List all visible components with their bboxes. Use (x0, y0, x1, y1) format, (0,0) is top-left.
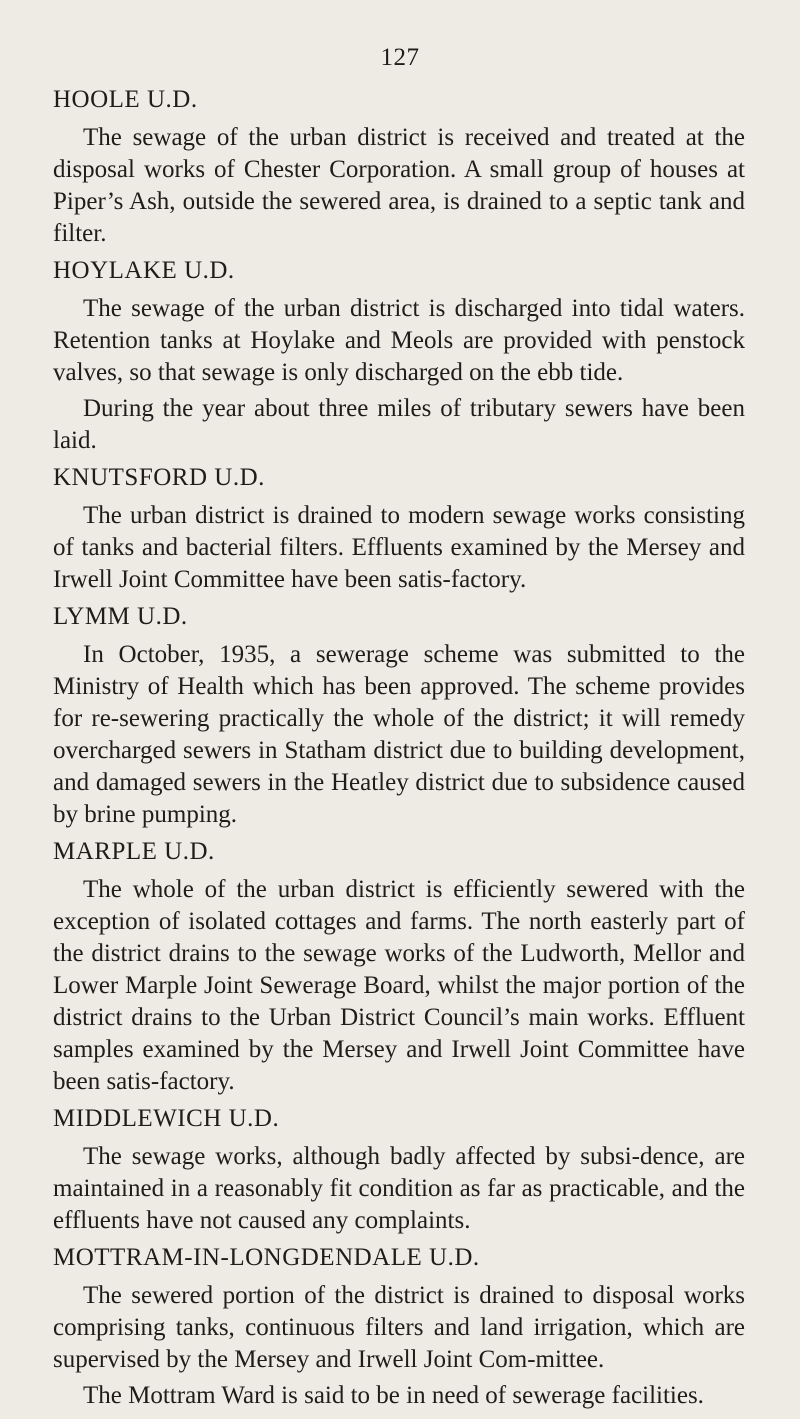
section (53, 461, 745, 596)
section-heading: LYMM U.D. (53, 603, 188, 630)
section (53, 254, 745, 457)
section (53, 1241, 745, 1412)
section-heading: HOYLAKE U.D. (53, 257, 235, 284)
paragraph: The urban district is drained to modern sewage works consisting of tanks and bacterial filters. Effluents examined by the Mersey and Irwell Joint Committee have been satis-factory. (53, 502, 745, 593)
section-heading: KNUTSFORD U.D. (53, 464, 265, 491)
paragraph: The Mottram Ward is said to be in need of sewerage facilities. (83, 1382, 704, 1409)
paragraph: The sewage of the urban district is received and treated at the disposal works of Chester Corporation. A small group of houses at Piper’s Ash, outside the sewered area, is drained to a septic tank and filter. (53, 124, 745, 247)
paragraph: In October, 1935, a sewerage scheme was submitted to the Ministry of Health which has been approved. The scheme provides for re-sewering practically the whole of the district; it will remedy overcharged sewers in Statham district due to building development, and damaged sewers in the Heatley district due to subsidence caused by brine pumping. (53, 641, 745, 828)
section (53, 1102, 745, 1237)
document-body (53, 83, 745, 1416)
section-heading: MIDDLEWICH U.D. (53, 1105, 280, 1132)
page-number: 127 (380, 44, 420, 71)
paragraph: The sewage works, although badly affected by subsi-dence, are maintained in a reasonably fit condition as far as practicable, and the effluents have not caused any complaints. (53, 1143, 745, 1234)
section (53, 600, 745, 831)
section-heading: MARPLE U.D. (53, 838, 215, 865)
section-heading: MOTTRAM-IN-LONGDENDALE U.D. (53, 1244, 480, 1271)
paragraph: The sewered portion of the district is drained to disposal works comprising tanks, continuous filters and land irrigation, which are supervised by the Mersey and Irwell Joint Com-mittee. (53, 1282, 745, 1373)
section (53, 83, 745, 250)
section-heading: HOOLE U.D. (53, 86, 198, 113)
paragraph: The whole of the urban district is efficiently sewered with the exception of isolated cottages and farms. The north easterly part of the district drains to the sewage works of the Ludworth, Mellor and Lower Marple Joint Sewerage Board, whilst the major portion of the district drains to the Urban District Council’s main works. Effluent samples examined by the Mersey and Irwell Joint Committee have been satis-factory. (53, 876, 745, 1095)
paragraph: During the year about three miles of tributary sewers have been laid. (53, 395, 745, 454)
section (53, 835, 745, 1098)
paragraph: The sewage of the urban district is discharged into tidal waters. Retention tanks at Hoylake and Meols are provided with penstock valves, so that sewage is only discharged on the ebb tide. (53, 295, 745, 386)
